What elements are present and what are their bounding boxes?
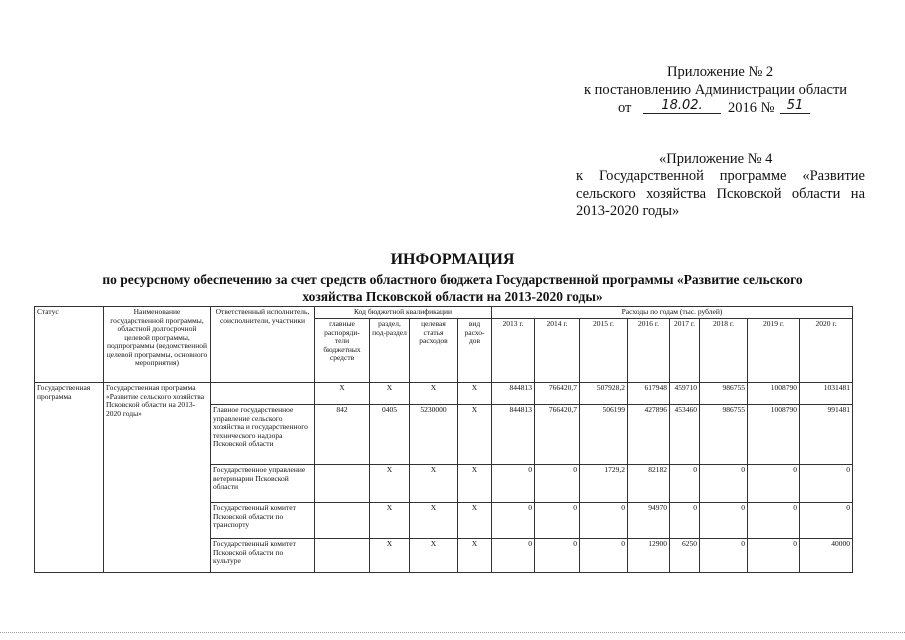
value-cell: 766420,7 [535,405,580,465]
code-cell: X [370,465,410,503]
col-year-header: 2017 г. [670,319,700,383]
col-code-header: раздел, под-раздел [370,319,410,383]
code-cell: 0405 [370,405,410,465]
col-status-header: Статус [35,307,104,383]
page-title: ИНФОРМАЦИЯ [390,251,515,268]
col-code-group-header: Код бюджетной квалификации [315,307,492,319]
appendix-title: Приложение № 2 [667,64,774,80]
value-cell: 459710 [670,383,700,405]
code-cell: X [410,465,458,503]
value-cell: 844813 [492,405,535,465]
page-subtitle-line2: хозяйства Псковской области на 2013-2020 годы» [302,289,603,304]
value-cell: 6250 [670,539,700,573]
value-cell: 0 [800,465,853,503]
col-name-header: Наименование государственной программы, областной долгосрочной целевой программы, подпрограммы (ведомственной целевой программы, основного мероприятия) [104,307,211,383]
code-cell: X [410,383,458,405]
code-cell [315,539,370,573]
page-subtitle-line1: по ресурсному обеспечению за счет средств областного бюджета Государственной программы «Развитие сельского [102,272,803,287]
value-cell: 986755 [700,383,748,405]
value-cell: 986755 [700,405,748,465]
year-and-number-label: 2016 № [728,100,775,116]
value-cell: 844813 [492,383,535,405]
value-cell: 0 [748,465,800,503]
appendix4-title: «Приложение № 4 [659,151,773,167]
value-cell: 0 [535,503,580,539]
code-cell: X [370,503,410,539]
table-row [35,383,853,405]
value-cell: 0 [492,503,535,539]
value-cell: 0 [580,503,628,539]
value-cell: 1008790 [748,405,800,465]
code-cell: X [458,503,492,539]
col-years-group-header: Расходы по годам (тыс. рублей) [492,307,853,319]
value-cell: 94970 [628,503,670,539]
value-cell: 0 [700,465,748,503]
value-cell: 0 [535,539,580,573]
value-cell: 0 [535,465,580,503]
value-cell: 1008790 [748,383,800,405]
page-edge-divider [0,632,905,633]
code-cell: 842 [315,405,370,465]
value-cell: 0 [800,503,853,539]
col-year-header: 2014 г. [535,319,580,383]
handwritten-date: 18.02. [643,99,721,114]
code-cell: X [458,539,492,573]
code-cell: 5230000 [410,405,458,465]
value-cell: 1031481 [800,383,853,405]
col-year-header: 2016 г. [628,319,670,383]
col-year-header: 2019 г. [748,319,800,383]
value-cell: 766420,7 [535,383,580,405]
code-cell: X [410,503,458,539]
value-cell: 0 [492,539,535,573]
appendix4-body: к Государственной программе «Развитие сельского хозяйства Псковской области на 2013-2020 годы» [576,168,865,219]
value-cell: 617948 [628,383,670,405]
value-cell: 0 [670,503,700,539]
resource-table [34,306,853,573]
responsible-cell: Главное государственное управление сельского хозяйства и государственного технического надзора Псковской области [211,405,315,465]
code-cell: X [370,539,410,573]
code-cell: X [410,539,458,573]
col-code-header: главные распоряди-тели бюджетных средств [315,319,370,383]
code-cell [315,465,370,503]
status-cell: Государственная программа [35,383,104,573]
appendix-resolution-line: к постановлению Администрации области [584,82,848,98]
responsible-cell: Государственный комитет Псковской области по культуре [211,539,315,573]
responsible-cell: Государственный комитет Псковской области по транспорту [211,503,315,539]
value-cell: 0 [492,465,535,503]
value-cell: 0 [580,539,628,573]
value-cell: 0 [700,539,748,573]
value-cell: 0 [748,503,800,539]
value-cell: 0 [670,465,700,503]
code-cell: X [458,465,492,503]
code-cell: X [458,405,492,465]
col-year-header: 2013 г. [492,319,535,383]
program-name-cell: Государственная программа «Развитие сельского хозяйства Псковской области на 2013-2020 годы» [104,383,211,573]
date-prefix: от [618,100,632,116]
value-cell: 0 [700,503,748,539]
value-cell: 427896 [628,405,670,465]
col-responsible-header: Ответственный исполнитель, соисполнители, участники [211,307,315,383]
col-year-header: 2015 г. [580,319,628,383]
value-cell: 0 [748,539,800,573]
responsible-cell: Государственное управление ветеринарии Псковской области [211,465,315,503]
col-code-header: целевая статья расходов [410,319,458,383]
value-cell: 12900 [628,539,670,573]
value-cell: 991481 [800,405,853,465]
code-cell: X [458,383,492,405]
code-cell: X [315,383,370,405]
responsible-cell [211,383,315,405]
code-cell [315,503,370,539]
value-cell: 40000 [800,539,853,573]
value-cell: 453460 [670,405,700,465]
col-year-header: 2020 г. [800,319,853,383]
code-cell: X [370,383,410,405]
value-cell: 1729,2 [580,465,628,503]
col-year-header: 2018 г. [700,319,748,383]
handwritten-number: 51 [780,99,810,114]
value-cell: 82182 [628,465,670,503]
value-cell: 506199 [580,405,628,465]
value-cell: 507928,2 [580,383,628,405]
col-code-header: вид расхо-дов [458,319,492,383]
